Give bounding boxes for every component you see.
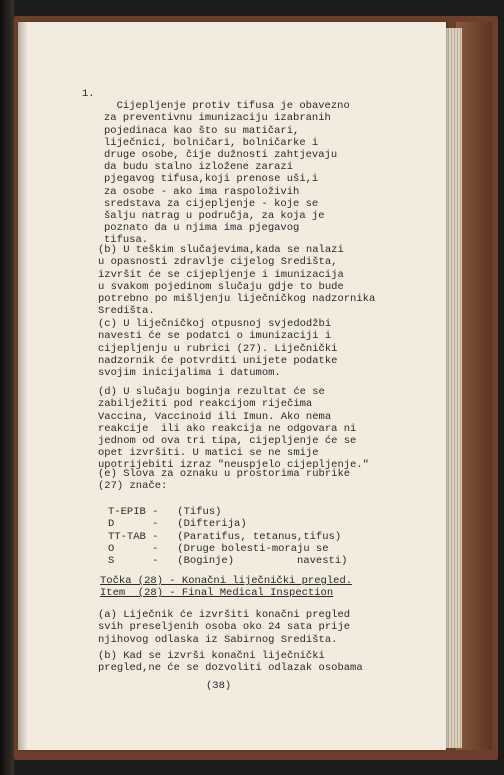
text-line: Vaccina, Vaccinoid ili Imun. Ako nema	[98, 410, 332, 423]
text-line: (d) U slučaju boginja rezultat će se	[98, 386, 325, 399]
text-line: nadzornik će potvrditi unijete podatke	[98, 354, 338, 367]
binding-shadow	[18, 22, 28, 750]
text-line: da budu stalno izložene zarazi	[104, 161, 294, 174]
code-row: TT-TAB - (Paratifus, tetanus,tifus)	[108, 530, 342, 543]
text-line: njihovog odlaska iz Sabirnog Središta.	[98, 633, 338, 646]
page-number: (38)	[206, 680, 232, 692]
paragraph-b	[98, 232, 375, 317]
text-line: liječnici, bolničari, bolničarke i	[104, 136, 319, 149]
text-line: Cijepljenje protiv tifusa je obavezno	[116, 100, 350, 113]
text-line: pojedinaca kao što su matičari,	[104, 124, 300, 137]
text-line: u opasnosti zdravlje cijelog Središta,	[98, 256, 338, 269]
text-line: za osobe - ako ima raspoloživih	[104, 185, 300, 198]
text-line: u svakom pojedinom slučaju gdje to bude	[98, 280, 344, 293]
heading-line: Točka (28) - Konačni liječnički pregled.	[100, 575, 353, 588]
text-line: upotrijebiti izraz "neuspjelo cijepljenje."	[98, 459, 369, 472]
text-line: navesti će se podatci o imunizaciji i	[98, 330, 332, 343]
text-line: tifusa.	[104, 234, 149, 247]
code-legend	[108, 494, 347, 567]
text-line: (c) U liječničkoj otpusnoj svjedodžbi	[98, 318, 332, 331]
text-line: zabilježiti pod reakcijom riječima	[98, 398, 313, 411]
code-row: O - (Druge bolesti-moraju se	[108, 542, 329, 555]
text-line: svojim inicijalima i datumom.	[98, 367, 281, 380]
text-line: izvršit će se cijepljenje i imunizacija	[98, 268, 344, 281]
section-heading	[100, 563, 352, 600]
text-line: jednom od ova tri tipa, cijepljenje će se	[98, 435, 357, 448]
paragraph-e	[98, 456, 350, 493]
code-row: D - (Difterija)	[108, 518, 247, 531]
heading-line: Item (28) - Final Medical Inspection	[100, 587, 334, 600]
text-line: druge osobe, čije dužnosti zahtjevaju	[104, 149, 338, 162]
text-line: (27) znače:	[98, 480, 168, 493]
paragraph-c	[98, 306, 337, 379]
text-line: sredstava za cijepljenje - koje se	[104, 197, 319, 210]
text-line: (b) Kad se izvrši konačni liječnički	[98, 650, 325, 663]
text-line: potrebno po mišljenju liječničkog nadzornika	[98, 293, 376, 306]
item1-paragraph	[104, 88, 350, 247]
text-line: poznato da u njima ima pjegavog	[104, 222, 300, 235]
text-line: pregled,ne će se dozvoliti odlazak osobama	[98, 662, 363, 675]
code-row: T-EPIB - (Tifus)	[108, 506, 222, 519]
text-line: svih preseljenih osoba oko 24 sata prije	[98, 621, 351, 634]
paragraph-b-final	[98, 638, 363, 675]
text-line: (a) Liječnik će izvršiti konačni pregled	[98, 609, 351, 622]
text-line: za preventivnu imunizaciju izabranih	[104, 112, 331, 125]
text-line: pjegavog tifusa,koji prenose uši,i	[104, 173, 319, 186]
text-line: (b) U teškim slučajevima,kada se nalazi	[98, 244, 344, 257]
binder-edge	[0, 0, 14, 775]
text-line: šalju natrag u područja, za koja je	[104, 210, 325, 223]
text-line: Središta.	[98, 305, 155, 318]
item-number: 1.	[82, 88, 95, 100]
text-line: (e) Slova za oznaku u prostorima rubrike	[98, 468, 351, 481]
text-line: cijepljenju u rubrici (27). Liječnički	[98, 342, 338, 355]
code-row: S - (Boginje) navesti)	[108, 555, 348, 568]
text-line: reakcije ili ako reakcija ne odgovara ni	[98, 422, 357, 435]
text-line: opet izvršiti. U matici se ne smije	[98, 447, 319, 460]
